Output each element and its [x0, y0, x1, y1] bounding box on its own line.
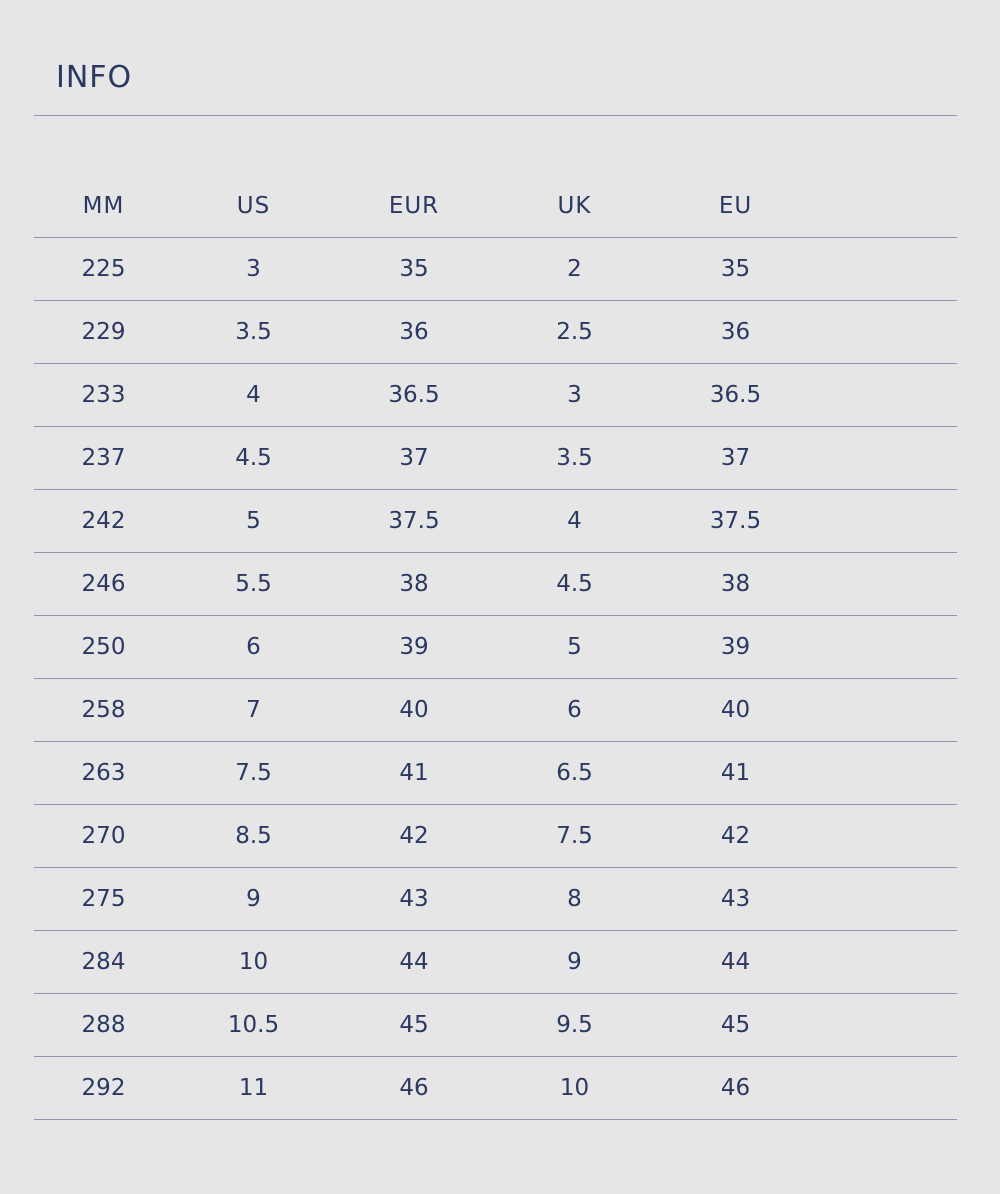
cell-uk: 6.5: [556, 760, 593, 786]
cell-us: 7: [246, 697, 261, 723]
cell-us: 4: [246, 382, 261, 408]
table-row: [34, 868, 957, 931]
cell-eur: 35: [399, 256, 429, 282]
cell-mm: 225: [81, 256, 126, 282]
cell-eu: 43: [720, 886, 751, 912]
cell-mm: 237: [81, 445, 126, 471]
cell-mm: 292: [81, 1075, 126, 1101]
cell-us: 5: [246, 508, 261, 534]
cell-uk: 4.5: [556, 571, 593, 597]
cell-uk: 3: [567, 382, 582, 408]
cell-us: 9: [246, 886, 261, 912]
table-row: [34, 679, 957, 742]
cell-eu: 42: [720, 823, 751, 849]
table-row: [34, 931, 957, 994]
table-row: [34, 1057, 957, 1120]
page-title: INFO: [56, 60, 133, 95]
row-cells: [34, 742, 957, 805]
cell-uk: 9.5: [556, 1012, 593, 1038]
cell-eur: 38: [399, 571, 429, 597]
row-cells: [34, 868, 957, 931]
title-divider: [34, 115, 957, 116]
cell-mm: 258: [81, 697, 126, 723]
table-body: [34, 238, 957, 1120]
header-eu: EU: [718, 193, 753, 219]
cell-uk: 8: [567, 886, 582, 912]
row-cells: [34, 805, 957, 868]
header-uk: UK: [557, 193, 592, 219]
cell-eu: 39: [720, 634, 751, 660]
cell-mm: 233: [81, 382, 126, 408]
cell-eur: 41: [399, 760, 429, 786]
cell-mm: 263: [81, 760, 126, 786]
cell-eur: 43: [399, 886, 429, 912]
row-cells: [34, 931, 957, 994]
row-cells: [34, 301, 957, 364]
cell-eu: 41: [720, 760, 751, 786]
cell-mm: 270: [81, 823, 126, 849]
row-cells: [34, 427, 957, 490]
cell-us: 3: [246, 256, 261, 282]
cell-eur: 36: [399, 319, 429, 345]
cell-mm: 229: [81, 319, 126, 345]
cell-eu: 44: [720, 949, 751, 975]
row-cells: [34, 616, 957, 679]
cell-eur: 39: [399, 634, 429, 660]
row-cells: [34, 364, 957, 427]
cell-eur: 45: [399, 1012, 429, 1038]
cell-eur: 36.5: [388, 382, 440, 408]
table-row: [34, 994, 957, 1057]
row-cells: [34, 679, 957, 742]
cell-mm: 284: [81, 949, 126, 975]
table-row: [34, 805, 957, 868]
cell-eur: 44: [399, 949, 429, 975]
cell-eu: 36: [720, 319, 751, 345]
table-row: [34, 553, 957, 616]
cell-eu: 45: [720, 1012, 751, 1038]
cell-eu: 37.5: [709, 508, 762, 534]
cell-eu: 37: [720, 445, 751, 471]
cell-eur: 37.5: [388, 508, 440, 534]
header-eur: EUR: [388, 193, 440, 219]
row-cells: [34, 1057, 957, 1120]
cell-us: 11: [238, 1075, 269, 1101]
cell-eur: 42: [399, 823, 429, 849]
table-row: [34, 364, 957, 427]
cell-uk: 3.5: [556, 445, 593, 471]
cell-us: 10: [238, 949, 269, 975]
cell-us: 6: [246, 634, 261, 660]
table-row: [34, 616, 957, 679]
size-chart-table: [34, 175, 957, 1120]
cell-mm: 242: [81, 508, 126, 534]
cell-eur: 46: [399, 1075, 429, 1101]
cell-mm: 288: [81, 1012, 126, 1038]
cell-uk: 2: [567, 256, 582, 282]
table-row: [34, 427, 957, 490]
cell-uk: 5: [567, 634, 582, 660]
cell-mm: 250: [81, 634, 126, 660]
cell-us: 7.5: [235, 760, 272, 786]
cell-mm: 246: [81, 571, 126, 597]
cell-us: 4.5: [235, 445, 272, 471]
table-header-row: [34, 175, 957, 238]
table-row: [34, 742, 957, 805]
cell-eur: 40: [399, 697, 429, 723]
row-cells: [34, 238, 957, 301]
cell-us: 5.5: [235, 571, 272, 597]
row-cells: [34, 553, 957, 616]
row-cells: [34, 490, 957, 553]
cell-eur: 37: [399, 445, 429, 471]
header-us: US: [236, 193, 271, 219]
cell-uk: 10: [559, 1075, 590, 1101]
cell-mm: 275: [81, 886, 126, 912]
cell-uk: 6: [567, 697, 582, 723]
cell-eu: 40: [720, 697, 751, 723]
cell-uk: 2.5: [556, 319, 593, 345]
cell-eu: 36.5: [709, 382, 762, 408]
row-cells: [34, 994, 957, 1057]
cell-uk: 7.5: [556, 823, 593, 849]
cell-eu: 35: [720, 256, 751, 282]
cell-us: 3.5: [235, 319, 272, 345]
cell-us: 8.5: [235, 823, 272, 849]
cell-eu: 46: [720, 1075, 751, 1101]
table-row: [34, 238, 957, 301]
cell-eu: 38: [720, 571, 751, 597]
table-row: [34, 301, 957, 364]
cell-us: 10.5: [227, 1012, 280, 1038]
header-mm: MM: [82, 193, 125, 219]
table-row: [34, 490, 957, 553]
header-cells: [34, 175, 957, 238]
cell-uk: 4: [567, 508, 582, 534]
cell-uk: 9: [567, 949, 582, 975]
